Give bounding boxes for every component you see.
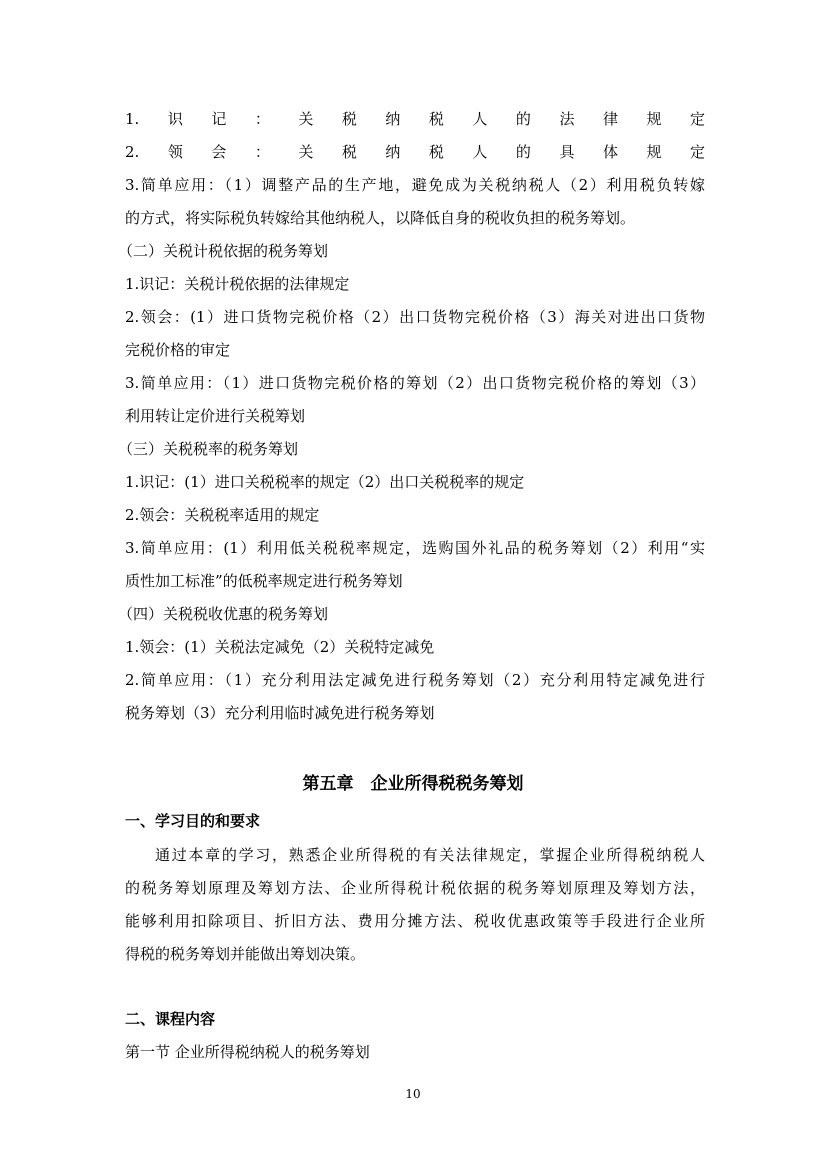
- text-line: 的方式，将实际税负转嫁给其他纳税人，以降低自身的税收负担的税务筹划。: [125, 209, 636, 227]
- section-title: 第一节 企业所得税纳税人的税务筹划: [125, 1043, 370, 1061]
- page-number: 10: [405, 1087, 421, 1101]
- text-line: 完税价格的审定: [125, 341, 231, 359]
- paragraph-line: 通过本章的学习，熟悉企业所得税的有关法律规定，掌握企业所得税纳税人: [155, 846, 705, 864]
- paragraph-line: 得税的税务筹划并能做出筹划决策。: [125, 945, 366, 963]
- subsection-heading: （三）关税税率的税务筹划: [118, 440, 299, 458]
- paragraph-line: 的税务筹划原理及筹划方法、企业所得税计税依据的税务筹划原理及筹划方法，: [125, 879, 705, 897]
- subsection-heading: （二）关税计税依据的税务筹划: [118, 242, 329, 260]
- section-heading: 二、课程内容: [125, 1010, 216, 1028]
- subsection-heading: （四）关税税收优惠的税务筹划: [118, 605, 329, 623]
- text-line: 利用转让定价进行关税筹划: [125, 407, 306, 425]
- text-line: 税务筹划（3）充分利用临时减免进行税务筹划: [125, 704, 435, 722]
- text-line: 3.简单应用：（1）调整产品的生产地，避免成为关税纳税人（2）利用税负转嫁: [125, 176, 705, 194]
- chapter-title: 第五章 企业所得税税务筹划: [302, 774, 524, 794]
- text-line: 3.简单应用：(1）利用低关税税率规定，选购国外礼品的税务筹划（2）利用“实: [125, 539, 705, 557]
- paragraph-line: 能够利用扣除项目、折旧方法、费用分摊方法、税收优惠政策等手段进行企业所: [125, 912, 705, 930]
- section-heading: 一、学习目的和要求: [125, 812, 261, 830]
- text-line: 1.识记：关税计税依据的法律规定: [125, 275, 350, 293]
- text-line: 2.领会：关税税率适用的规定: [125, 506, 320, 524]
- text-line: 1.识记：关税纳税人的法律规定: [125, 110, 705, 128]
- text-line: 2.简单应用：（1）充分利用法定减免进行税务筹划（2）充分利用特定减免进行: [125, 671, 705, 689]
- text-line: 2.领会：(1）进口货物完税价格（2）出口货物完税价格（3）海关对进出口货物: [125, 308, 705, 326]
- text-line: 1.识记：(1）进口关税税率的规定（2）出口关税税率的规定: [125, 473, 525, 491]
- text-line: 2.领会：关税纳税人的具体规定: [125, 143, 705, 161]
- text-line: 1.领会：(1）关税法定减免（2）关税特定减免: [125, 638, 435, 656]
- text-line: 质性加工标准”的低税率规定进行税务筹划: [125, 572, 403, 590]
- text-line: 3.简单应用：（1）进口货物完税价格的筹划（2）出口货物完税价格的筹划（3）: [125, 374, 705, 392]
